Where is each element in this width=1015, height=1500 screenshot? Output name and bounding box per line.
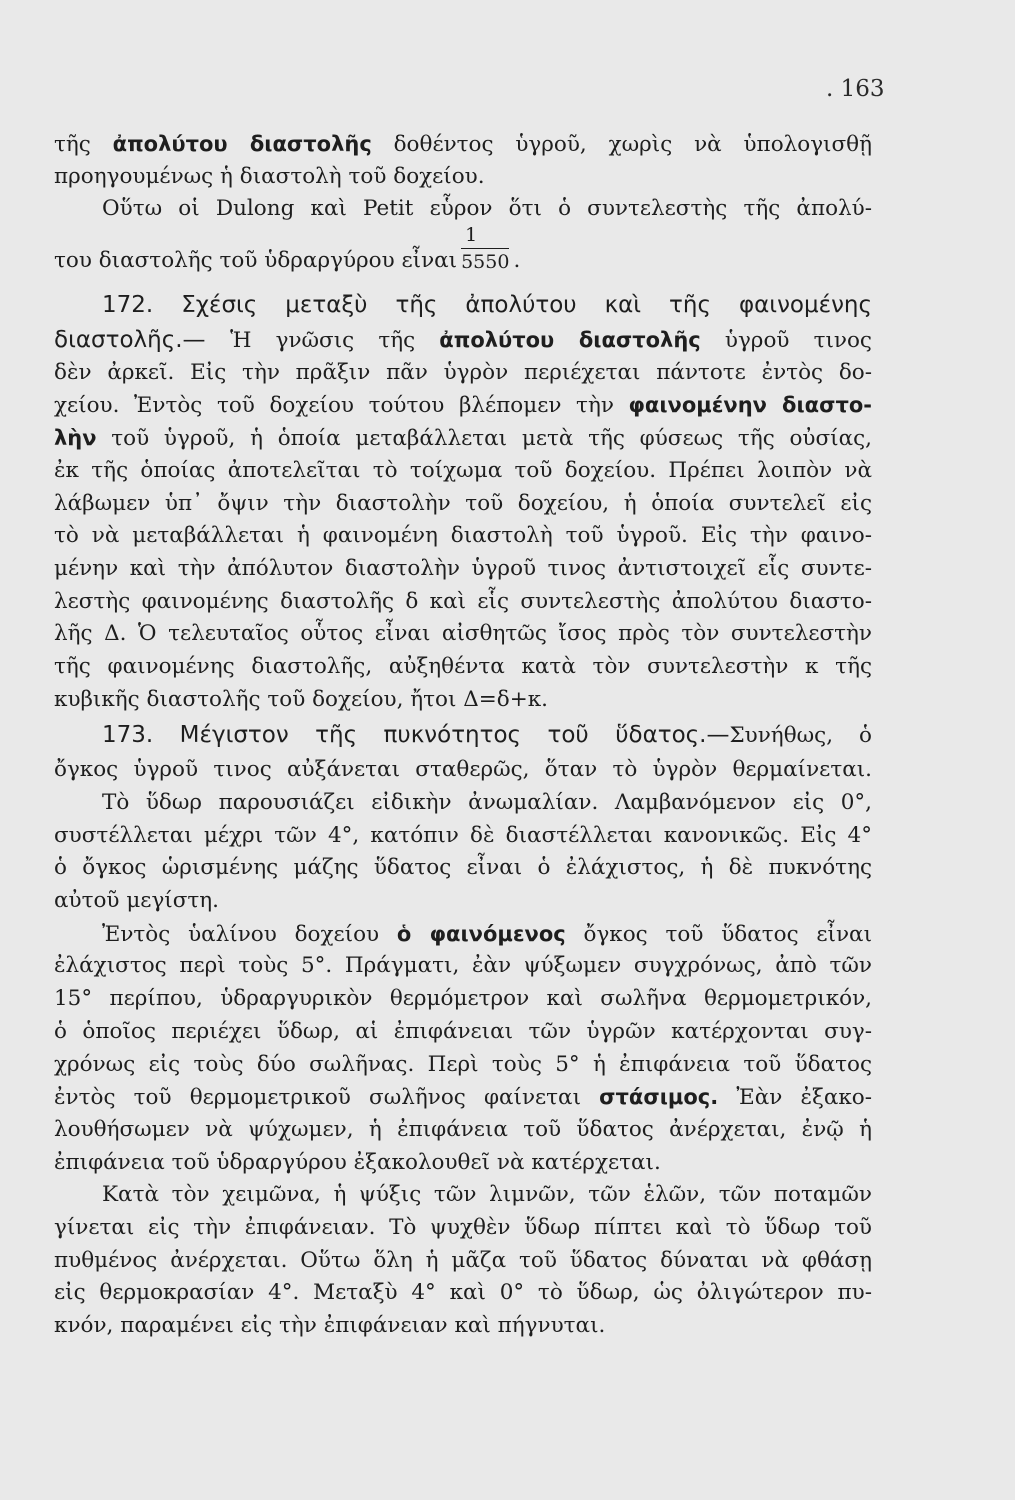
text-line: ἐλάχιστος περὶ τοὺς 5°. Πράγματι, ἐὰν ψύξωμεν συγχρόνως, ἀπὸ τῶν [54,953,872,979]
text-line: λουθήσωμεν νὰ ψύχωμεν, ἡ ἐπιφάνεια τοῦ ὕδατος ἀνέρχεται, ἐνῷ ἡ [54,1116,872,1142]
text-line: Κατὰ τὸν χειμῶνα, ἡ ψύξις τῶν λιμνῶν, τῶν ἑλῶν, τῶν ποταμῶν [102,1182,872,1208]
text-line: γίνεται εἰς τὴν ἐπιφάνειαν. Τὸ ψυχθὲν ὕδωρ πίπτει καὶ τὸ ὕδωρ τοῦ [54,1214,872,1240]
bold-term: ἀπολύτου διαστολῆς [439,328,701,353]
text-line: χείου. Ἐντὸς τοῦ δοχείου τούτου βλέπομεν τὴν φαινομένην διαστο- [54,393,872,419]
text-line: τῆς ἀπολύτου διαστολῆς δοθέντος ὑγροῦ, χωρὶς νὰ ὑπολογισθῇ [54,132,872,157]
text-line: κνόν, παραμένει εἰς τὴν ἐπιφάνειαν καὶ πήγνυται. [54,1313,606,1338]
formula-line: του διαστολῆς τοῦ ὑδραργύρου εἶναι $\frac{1}{5550}$ . [54,224,521,274]
fraction [461,226,509,272]
text-line: προηγουμένως ἡ διαστολὴ τοῦ δοχείου. [54,163,485,189]
text-line: κυβικῆς διαστολῆς τοῦ δοχείου, ἤτοι Δ=δ+κ. [54,686,549,712]
text-line: ἐντὸς τοῦ θερμομετρικοῦ σωλῆνος φαίνεται στάσιμος. Ἐὰν ἐξακο- [54,1085,872,1111]
text-line: τὸ νὰ μεταβάλλεται ἡ φαινομένη διαστολὴ τοῦ ὑγροῦ. Εἰς τὴν φαινο- [54,523,872,549]
fraction-denominator: 5550 [461,251,510,274]
bold-term: ἀπολύτου διαστολῆς [112,132,372,156]
text-line: δὲν ἀρκεῖ. Εἰς τὴν πρᾶξιν πᾶν ὑγρὸν περιέχεται πάντοτε ἐντὸς δο- [54,359,872,385]
text-line: λεστὴς φαινομένης διαστολῆς δ καὶ εἷς συντελεστὴς ἀπολύτου διαστο- [54,588,872,614]
section-heading-172-tail: διαστολῆς.— [54,327,231,354]
fraction-numerator: 1 [461,226,509,249]
text-line: ὁ ὁποῖος περιέχει ὕδωρ, αἱ ἐπιφάνειαι τῶν ὑγρῶν κατέρχονται συγ- [54,1018,872,1044]
text-line: λὴν τοῦ ὑγροῦ, ἡ ὁποία μεταβάλλεται μετὰ τῆς φύσεως τῆς οὐσίας, [54,426,872,452]
text-line: Τὸ ὕδωρ παρουσιάζει εἰδικὴν ἀνωμαλίαν. Λαμβανόμενον εἰς 0°, [102,790,872,815]
text-line: ὁ ὄγκος ὡρισμένης μάζης ὕδατος εἶναι ὁ ἐλάχιστος, ἡ δὲ πυκνότης [54,855,872,881]
text-line: λάβωμεν ὑπ᾽ ὄψιν τὴν διαστολὴν τοῦ δοχείου, ἡ ὁποία συντελεῖ εἰς [54,490,872,516]
text-line: ὄγκος ὑγροῦ τινος αὐξάνεται σταθερῶς, ὅταν τὸ ὑγρὸν θερμαίνεται. [54,757,872,783]
text-line: εἰς θερμοκρασίαν 4°. Μεταξὺ 4° καὶ 0° τὸ ὕδωρ, ὡς ὀλιγώτερον πυ- [54,1280,872,1306]
bold-term: φαινομένην διαστο- [628,393,872,418]
page-body [54,128,872,1343]
section-heading-173: 173. Μέγιστον τῆς πυκνότητος τοῦ ὕδατος.—Συνήθως, ὁ [102,722,872,749]
bold-term: στάσιμος. [599,1085,719,1110]
text-line: χρόνως εἰς τοὺς δύο σωλῆνας. Περὶ τοὺς 5° ἡ ἐπιφάνεια τοῦ ὕδατος [54,1051,872,1077]
text-line: 15° περίπου, ὑδραργυρικὸν θερμόμετρον καὶ σωλῆνα θερμομετρικόν, [54,986,872,1012]
bold-term: ὁ φαινόμενος [396,921,566,946]
text-line: λῆς Δ. Ὁ τελευταῖος οὗτος εἶναι αἰσθητῶς ἴσος πρὸς τὸν συντελεστὴν [54,621,872,647]
text-line: αὐτοῦ μεγίστη. [54,888,220,914]
text-line: Ἐντὸς ὑαλίνου δοχείου ὁ φαινόμενος ὄγκος τοῦ ὕδατος εἶναι [102,921,873,947]
text-line: Οὕτω οἱ Dulong καὶ Petit εὗρον ὅτι ὁ συντελεστὴς τῆς ἀπολύ- [102,196,872,222]
text-line: ἐπιφάνεια τοῦ ὑδραργύρου ἐξακολουθεῖ νὰ κατέρχεται. [54,1149,661,1175]
page-number: . 163 [826,76,885,102]
text-line: πυθμένος ἀνέρχεται. Οὕτω ὅλη ἡ μᾶζα τοῦ ὕδατος δύναται νὰ φθάσῃ [54,1247,872,1273]
text-line: τῆς φαινομένης διαστολῆς, αὐξηθέντα κατὰ τὸν συντελεστὴν κ τῆς [54,653,872,679]
section-heading-172: 172. Σχέσις μεταξὺ τῆς ἀπολύτου καὶ τῆς φαινομένης [102,292,872,319]
text-line: διαστολῆς.— Ἡ γνῶσις τῆς ἀπολύτου διαστολῆς ὑγροῦ τινος [54,327,872,354]
text-line: ἐκ τῆς ὁποίας ἀποτελεῖται τὸ τοίχωμα τοῦ δοχείου. Πρέπει λοιπὸν νὰ [54,457,872,483]
bold-term: λὴν [54,426,97,451]
text-line: συστέλλεται μέχρι τῶν 4°, κατόπιν δὲ διαστέλλεται κανονικῶς. Εἰς 4° [54,822,872,848]
text-line: μένην καὶ τὴν ἀπόλυτον διαστολὴν ὑγροῦ τινος ἀντιστοιχεῖ εἷς συντε- [54,555,872,581]
